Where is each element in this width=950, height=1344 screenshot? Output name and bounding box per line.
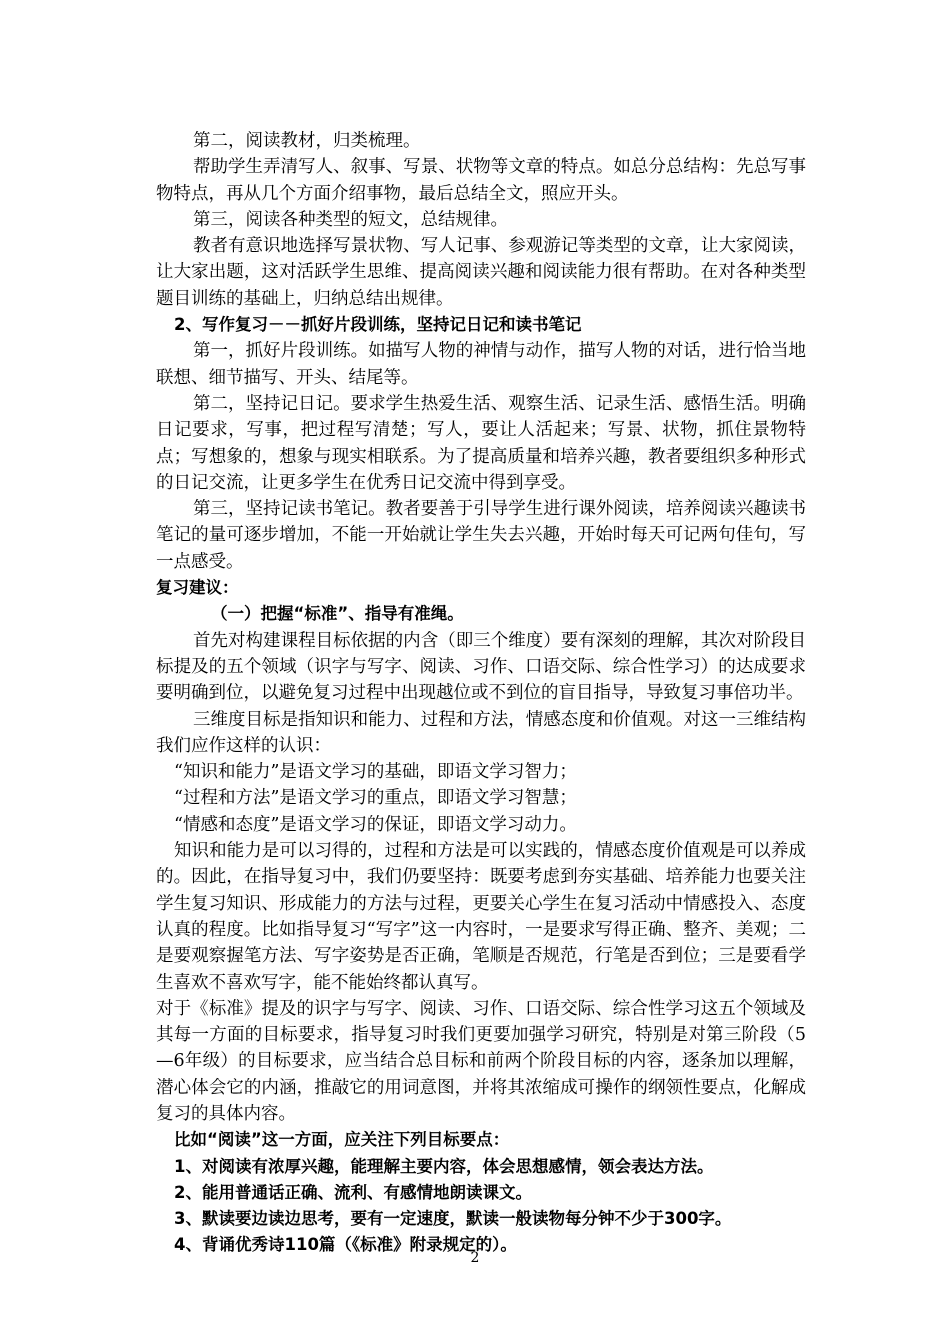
section-heading: 2、写作复习－－抓好片段训练，坚持记日记和读书笔记 <box>174 315 582 335</box>
paragraph: 第三，阅读各种类型的短文，总结规律。 <box>193 209 508 230</box>
quote-line: “知识和能力”是语文学习的基础，即语文学习智力； <box>174 762 577 783</box>
paragraph: 教者有意识地选择写景状物、写人记事、参观游记等类型的文章，让大家阅读，让大家出题，这对活跃学生思维、提高阅读兴趣和阅读能力很有帮助。在对各种类型题目训练的基础上，归纳总结出规律。 <box>156 236 806 309</box>
paragraph: 第二，阅读教材，归类梳理。 <box>193 131 421 151</box>
list-intro: 比如“阅读”这一方面，应关注下列目标要点： <box>174 1130 510 1150</box>
list-item: 2、能用普通话正确、流利、有感情地朗读课文。 <box>174 1182 532 1202</box>
section-heading: 复习建议： <box>156 578 239 598</box>
paragraph: 第三，坚持记读书笔记。教者要善于引导学生进行课外阅读，培养阅读兴趣读书笔记的量可逐步增加，不能一开始就让学生失去兴趣，开始时每天可记两句佳句，写一点感受。 <box>156 499 806 572</box>
paragraph: 帮助学生弄清写人、叙事、写景、状物等文章的特点。如总分总结构：先总写事物特点，再从几个方面介绍事物，最后总结全文，照应开头。 <box>156 157 806 204</box>
paragraph: 知识和能力是可以习得的，过程和方法是可以实践的，情感态度价值观是可以养成的。因此，在指导复习中，我们仍要坚持：既要考虑到夯实基础、培养能力也要关注学生复习知识、形成能力的方法与过程，更要关心学生在复习活动中情感投入、态度认真的程度。比如指导复习“写字”这一内容时，一是要求写得正确、整齐、美观；二是要观察握笔方法、写字姿势是否正确，笔顺是否规范，行笔是否到位；三是要看学生喜欢不喜欢写字，能不能始终都认真写。 <box>156 841 806 993</box>
list-item: 3、默读要边读边思考，要有一定速度，默读一般读物每分钟不少于300字。 <box>174 1209 732 1229</box>
quote-line: “过程和方法”是语文学习的重点，即语文学习智慧； <box>174 788 577 809</box>
page-number: 2 <box>470 1250 480 1266</box>
paragraph: 第二，坚持记日记。要求学生热爱生活、观察生活、记录生活、感悟生活。明确日记要求，写事，把过程写清楚；写人，要让人活起来；写景、状物，抓住景物特点；写想象的，想象与现实相联系。为了提高质量和培养兴趣，教者要组织多种形式的日记交流，让更多学生在优秀日记交流中得到享受。 <box>156 393 806 493</box>
body-text <box>156 128 806 1259</box>
subsection-heading: （一）把握“标准”、指导有准绳。 <box>211 604 464 624</box>
paragraph: 对于《标准》提及的识字与写字、阅读、习作、口语交际、综合性学习这五个领域及其每一方面的目标要求，指导复习时我们更要加强学习研究，特别是对第三阶段（5—6年级）的目标要求，应当结合总目标和前两个阶段目标的内容，逐条加以理解，潜心体会它的内涵，推敲它的用词意图，并将其浓缩成可操作的纲领性要点，化解成复习的具体内容。 <box>156 998 806 1124</box>
quote-line: “情感和态度”是语文学习的保证，即语文学习动力。 <box>174 814 577 835</box>
paragraph: 首先对构建课程目标依据的内含（即三个维度）要有深刻的理解，其次对阶段目标提及的五个领域（识字与写字、阅读、习作、口语交际、综合性学习）的达成要求要明确到位，以避免复习过程中出现越位或不到位的盲目指导，导致复习事倍功半。 <box>156 630 806 704</box>
list-item: 4、背诵优秀诗110篇（《标准》附录规定的）。 <box>174 1235 517 1255</box>
paragraph: 三维度目标是指知识和能力、过程和方法，情感态度和价值观。对这一三维结构我们应作这样的认识： <box>156 709 806 756</box>
list-item: 1、对阅读有浓厚兴趣，能理解主要内容，体会思想感情，领会表达方法。 <box>174 1156 714 1176</box>
paragraph: 第一，抓好片段训练。如描写人物的神情与动作，描写人物的对话，进行恰当地联想、细节描写、开头、结尾等。 <box>156 341 806 388</box>
